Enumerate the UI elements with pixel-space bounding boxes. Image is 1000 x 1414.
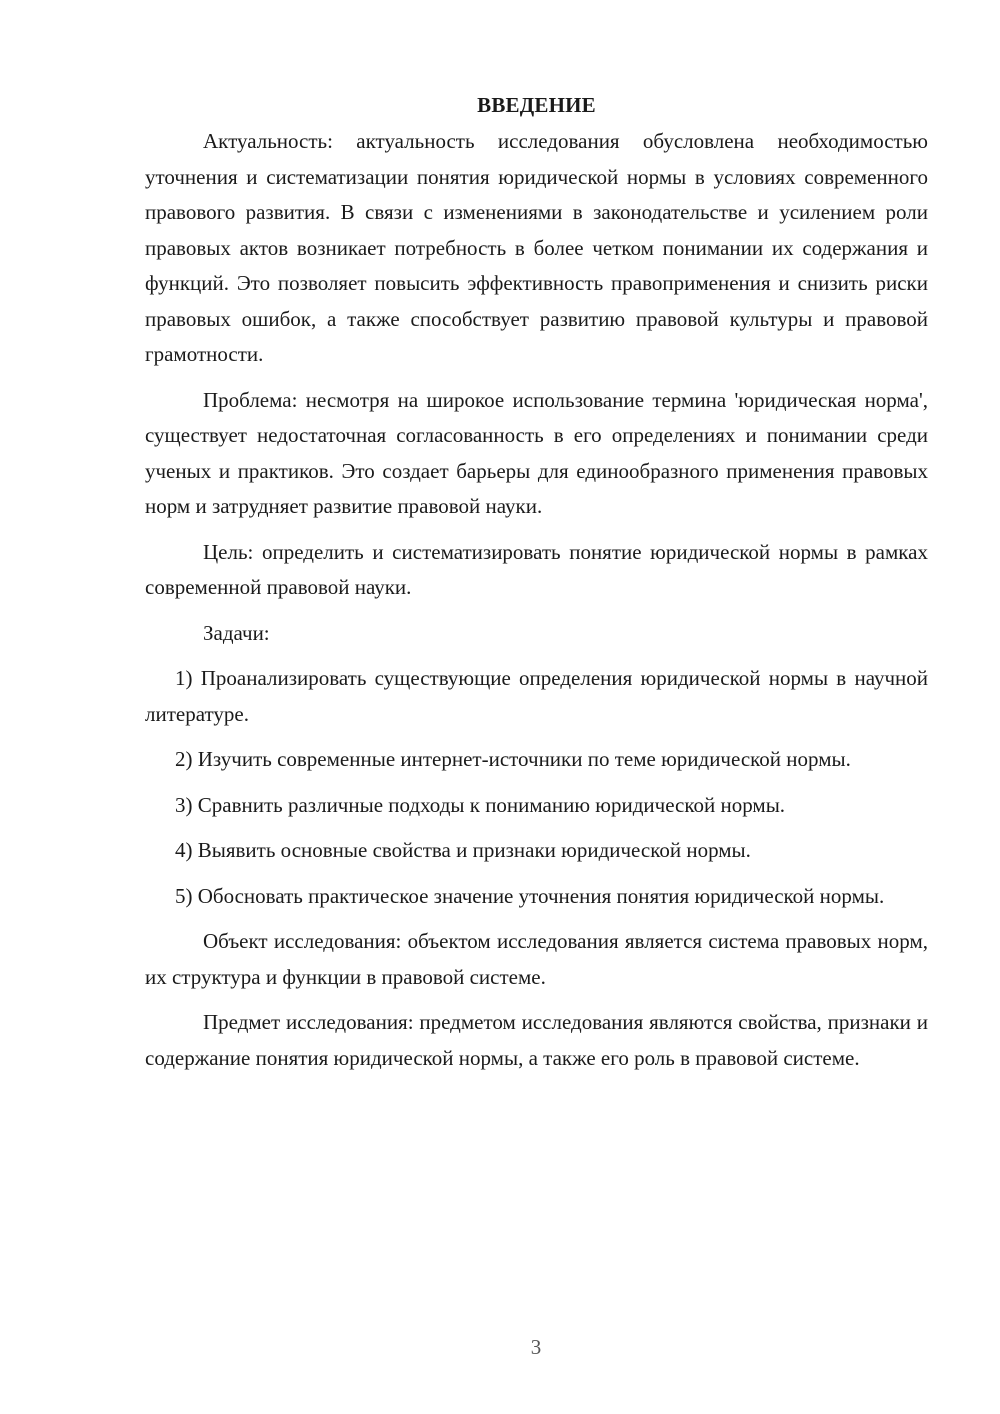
paragraph-object: Объект исследования: объектом исследования является система правовых норм, их структура и функции в правовой системе. <box>145 929 928 989</box>
paragraph-relevance: Актуальность: актуальность исследования обусловлена необходимостью уточнения и систематизации понятия юридической нормы в условиях современного правового развития. В связи с изменениями в законодательстве и усилением роли правовых актов возникает потребность в более четком понимании их содержания и функций. Это позволяет повысить эффективность правоприменения и снизить риски правовых ошибок, а также способствует развитию правовой культуры и правовой грамотности. <box>145 129 928 366</box>
paragraph-subject: Предмет исследования: предметом исследования являются свойства, признаки и содержание понятия юридической нормы, а также его роль в правовой системе. <box>145 1010 928 1070</box>
task-item: 3) Сравнить различные подходы к пониманию юридической нормы. <box>175 792 786 817</box>
paragraph-goal: Цель: определить и систематизировать понятие юридической нормы в рамках современной правовой науки. <box>145 539 928 599</box>
task-item: 1) Проанализировать существующие определения юридической нормы в научной литературе. <box>145 666 928 726</box>
paragraph-tasks-heading: Задачи: <box>203 620 270 645</box>
task-item: 4) Выявить основные свойства и признаки юридической нормы. <box>175 838 751 862</box>
task-item: 5) Обосновать практическое значение уточнения понятия юридической нормы. <box>175 883 885 908</box>
paragraph-problem: Проблема: несмотря на широкое использование термина 'юридическая норма', существует недостаточная согласованность в его определениях и понимании среди ученых и практиков. Это создает барьеры для единообразного применения правовых норм и затрудняет развитие правовой науки. <box>145 387 928 518</box>
document-title: ВВЕДЕНИЕ <box>477 93 596 117</box>
task-item: 2) Изучить современные интернет-источники по теме юридической нормы. <box>175 747 851 771</box>
page-number: 3 <box>530 1335 542 1359</box>
document-page <box>145 88 928 1086</box>
